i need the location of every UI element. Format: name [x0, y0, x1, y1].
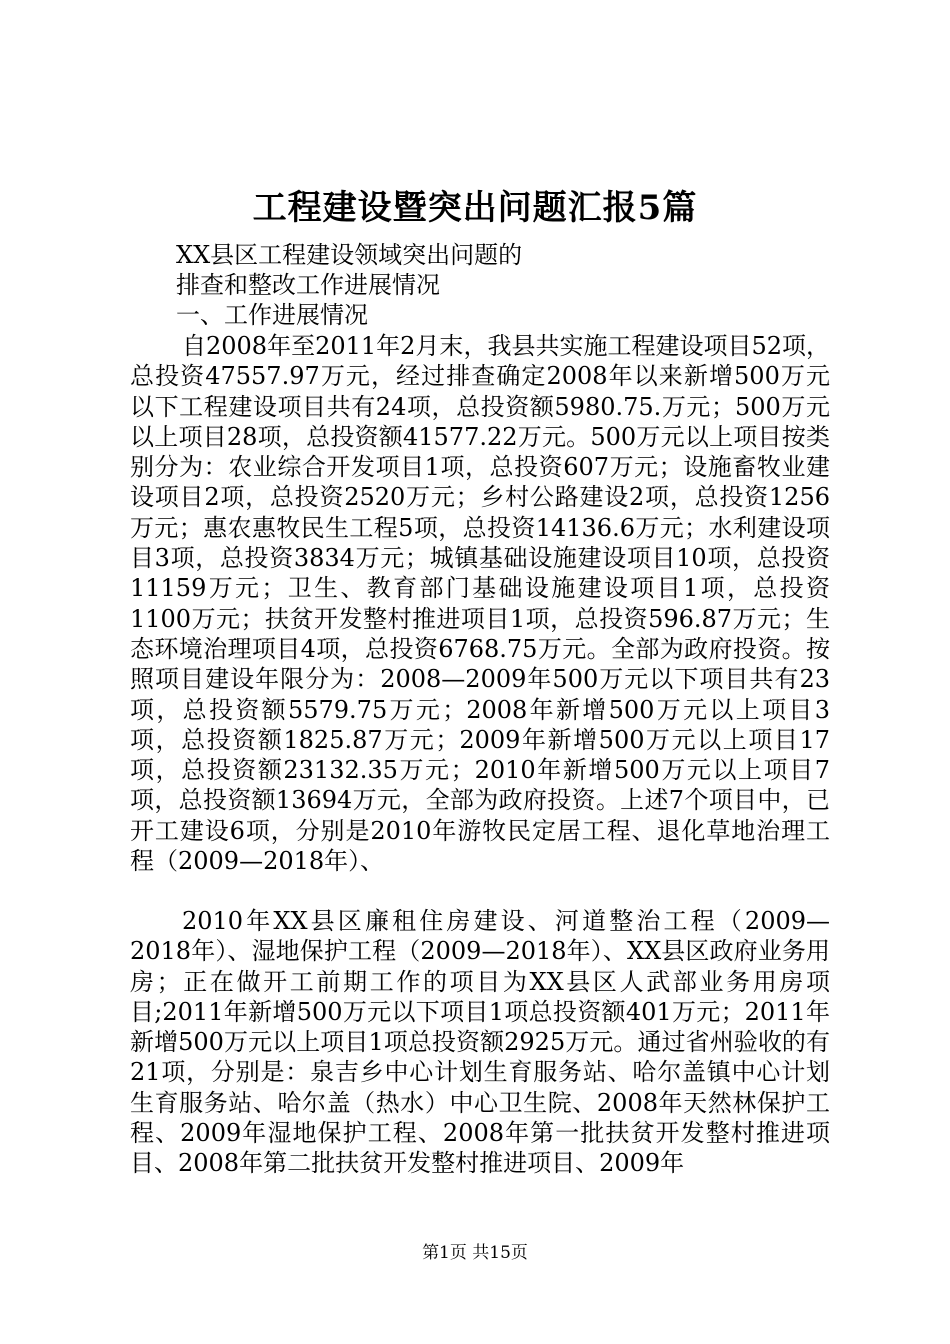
body-paragraph-2: 2010年XX县区廉租住房建设、河道整治工程（2009—2018年）、湿地保护工程（2009—2018年）、XX县区政府业务用房；正在做开工前期工作的项目为XX县区人武部业务用房项目;2011年新增500万元以下项目1项总投资额401万元；2011年新增500万元以上项目1项总投资额2925万元。通过省州验收的有21项，分别是：泉吉乡中心计划生育服务站、哈尔盖镇中心计划生育服务站、哈尔盖（热水）中心卫生院、2008年天然林保护工程、2009年湿地保护工程、2008年第一批扶贫开发整村推进项目、2008年第二批扶贫开发整村推进项目、2009年: [130, 907, 830, 1178]
section-heading: 一、工作进展情况: [176, 301, 368, 329]
document-title: 工程建设暨突出问题汇报5篇: [252, 188, 698, 228]
subtitle-line-2: 排查和整改工作进展情况: [176, 271, 440, 299]
body-paragraph-1: 自2008年至2011年2月末，我县共实施工程建设项目52项，总投资47557.97万元，经过排查确定2008年以来新增500万元以下工程建设项目共有24项，总投资额5980.75.万元；500万元以上项目28项，总投资额41577.22万元。500万元以上项目按类别分为：农业综合开发项目1项，总投资607万元；设施畜牧业建设项目2项，总投资2520万元；乡村公路建设2项，总投资1256万元；惠农惠牧民生工程5项，总投资14136.6万元；水利建设项目3项，总投资3834万元；城镇基础设施建设项目10项，总投资11159万元；卫生、教育部门基础设施建设项目1项，总投资1100万元；扶贫开发整村推进项目1项，总投资596.87万元；生态环境治理项目4项，总投资6768.75万元。全部为政府投资。按照项目建设年限分为：2008—2009年500万元以下项目共有23项，总投资额5579.75万元；2008年新增500万元以上项目3项，总投资额1825.87万元；2009年新增500万元以上项目17项，总投资额23132.35万元；2010年新增500万元以上项目7项，总投资额13694万元，全部为政府投资。上述7个项目中，已开工建设6项，分别是2010年游牧民定居工程、退化草地治理工程（2009—2018年）、: [130, 332, 830, 876]
page-footer: 第1页 共15页: [422, 1243, 528, 1263]
subtitle-line-1: XX县区工程建设领域突出问题的: [176, 241, 523, 269]
